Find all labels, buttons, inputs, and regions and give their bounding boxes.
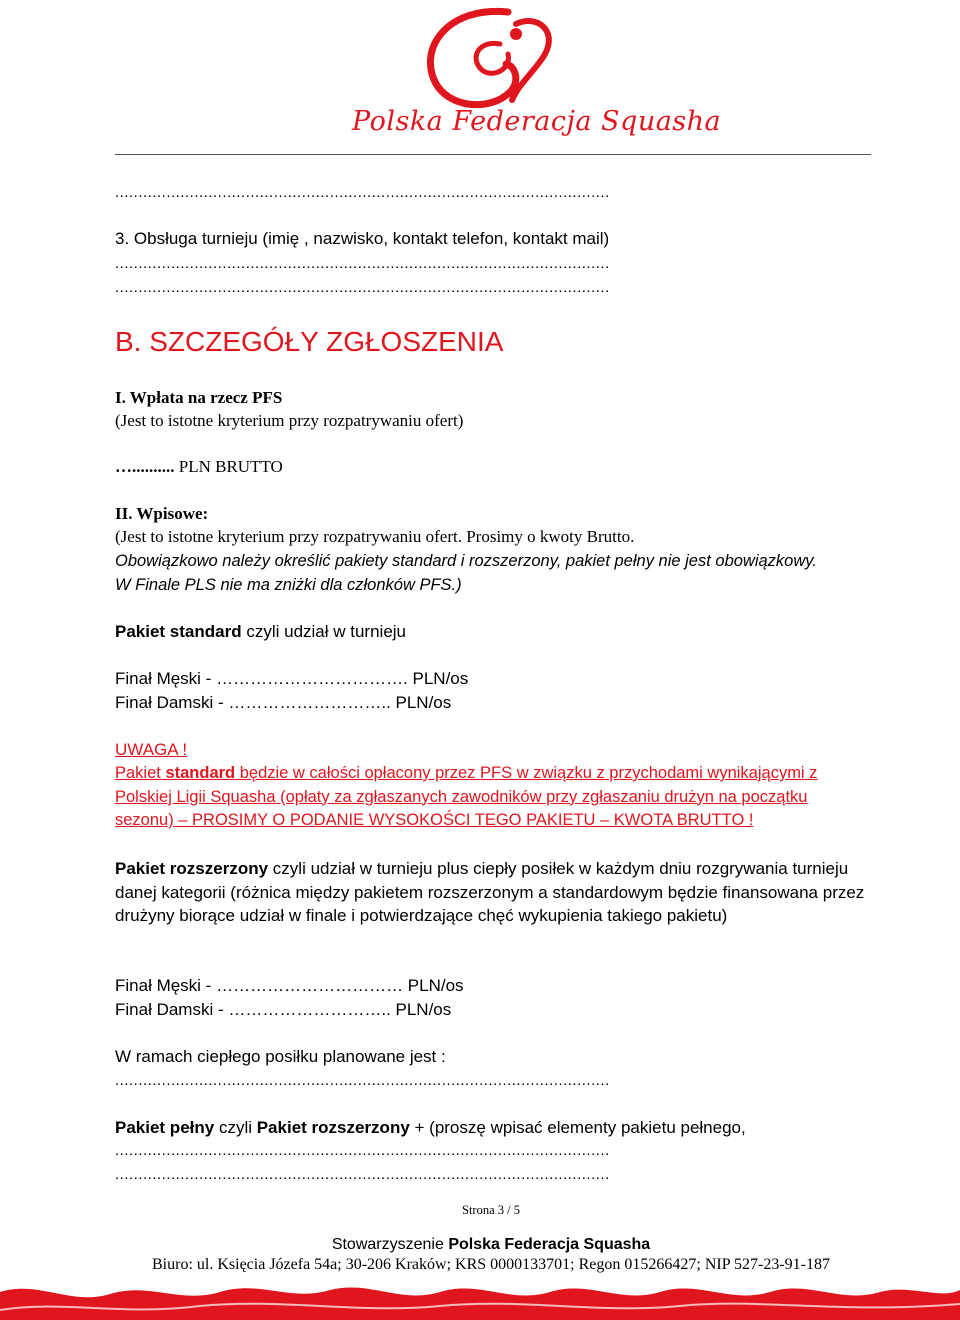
standard-final-women: Finał Damski - ……………………….. PLN/os xyxy=(115,693,452,712)
meal-label: W ramach ciepłego posiłku planowane jest : xyxy=(115,1047,446,1066)
extended-final-women: Finał Damski - ……………………….. PLN/os xyxy=(115,1000,452,1019)
extended-package-paragraph: Pakiet rozszerzony czyli udział w turnieju plus ciepły posiłek w każdym dniu rozgrywania turnieju danej kategorii (różnica między pakietem rozszerzonym a standardowym będzie finansowana przez drużyny biorące udział w finale i potwierdzające chęć wykupienia takiego pakietu) xyxy=(115,859,865,925)
section-i-note: (Jest to istotne kryterium przy rozpatrywaniu ofert) xyxy=(115,411,464,430)
section-i-amount xyxy=(115,456,283,478)
dotted-line: .......................................................................................................... xyxy=(115,1072,610,1089)
footer-address: Biuro: ul. Księcia Józefa 54a; 30-206 Kraków; KRS 0000133701; Regon 015266427; NIP 527-23-91-187 xyxy=(152,1256,830,1273)
section-ii-note-2: Obowiązkowo należy określić pakiety standard i rozszerzony, pakiet pełny nie jest obowiązkowy. xyxy=(115,552,817,570)
section-i-title: I. Wpłata na rzecz PFS xyxy=(115,388,283,407)
full-package-line: Pakiet pełny czyli Pakiet rozszerzony + (proszę wpisać elementy pakietu pełnego, xyxy=(115,1118,746,1137)
dotted-line: .......................................................................................................... xyxy=(115,279,610,296)
dotted-line: .......................................................................................................... xyxy=(115,184,610,201)
amount-dots: ….......... xyxy=(115,457,175,476)
amount-label: PLN BRUTTO xyxy=(174,457,283,476)
logo-text: Polska Federacja Squasha xyxy=(352,106,722,137)
section-ii-note-1: (Jest to istotne kryterium przy rozpatrywaniu ofert. Prosimy o kwoty Brutto. xyxy=(115,527,635,546)
standard-final-men: Finał Męski - ……………………………. PLN/os xyxy=(115,669,469,688)
uwaga-paragraph: Pakiet standard będzie w całości opłacony przez PFS w związku z przychodami wynikającymi z Polskiej Ligii Squasha (opłaty za zgłaszanych zawodników przy zgłaszaniu drużyn na początku sezonu) – PROSIMY O PODANIE WYSOKOŚCI TEGO PAKIETU – KWOTA BRUTTO ! xyxy=(115,764,818,829)
logo-swirl-icon xyxy=(340,4,630,114)
section-ii-title: II. Wpisowe: xyxy=(115,504,209,523)
page-number: Strona 3 / 5 xyxy=(462,1203,520,1217)
extended-final-men: Finał Męski - …………………………… PLN/os xyxy=(115,976,464,995)
item-3-text: 3. Obsługa turnieju (imię , nazwisko, kontakt telefon, kontakt mail) xyxy=(115,229,610,248)
footer-organization: Stowarzyszenie Polska Federacja Squasha xyxy=(331,1236,651,1253)
dotted-line: .......................................................................................................... xyxy=(115,1142,610,1159)
footer-decorative-wave xyxy=(0,1270,960,1320)
dotted-line: .......................................................................................................... xyxy=(115,255,610,272)
standard-package-title: Pakiet standard czyli udział w turnieju xyxy=(115,622,407,641)
section-b-heading: B. SZCZEGÓŁY ZGŁOSZENIA xyxy=(115,326,504,357)
uwaga-label: UWAGA ! xyxy=(115,740,188,759)
dotted-line: .......................................................................................................... xyxy=(115,1166,610,1183)
section-ii-note-3: W Finale PLS nie ma zniżki dla członków PFS.) xyxy=(115,576,462,594)
header-divider xyxy=(115,154,871,155)
